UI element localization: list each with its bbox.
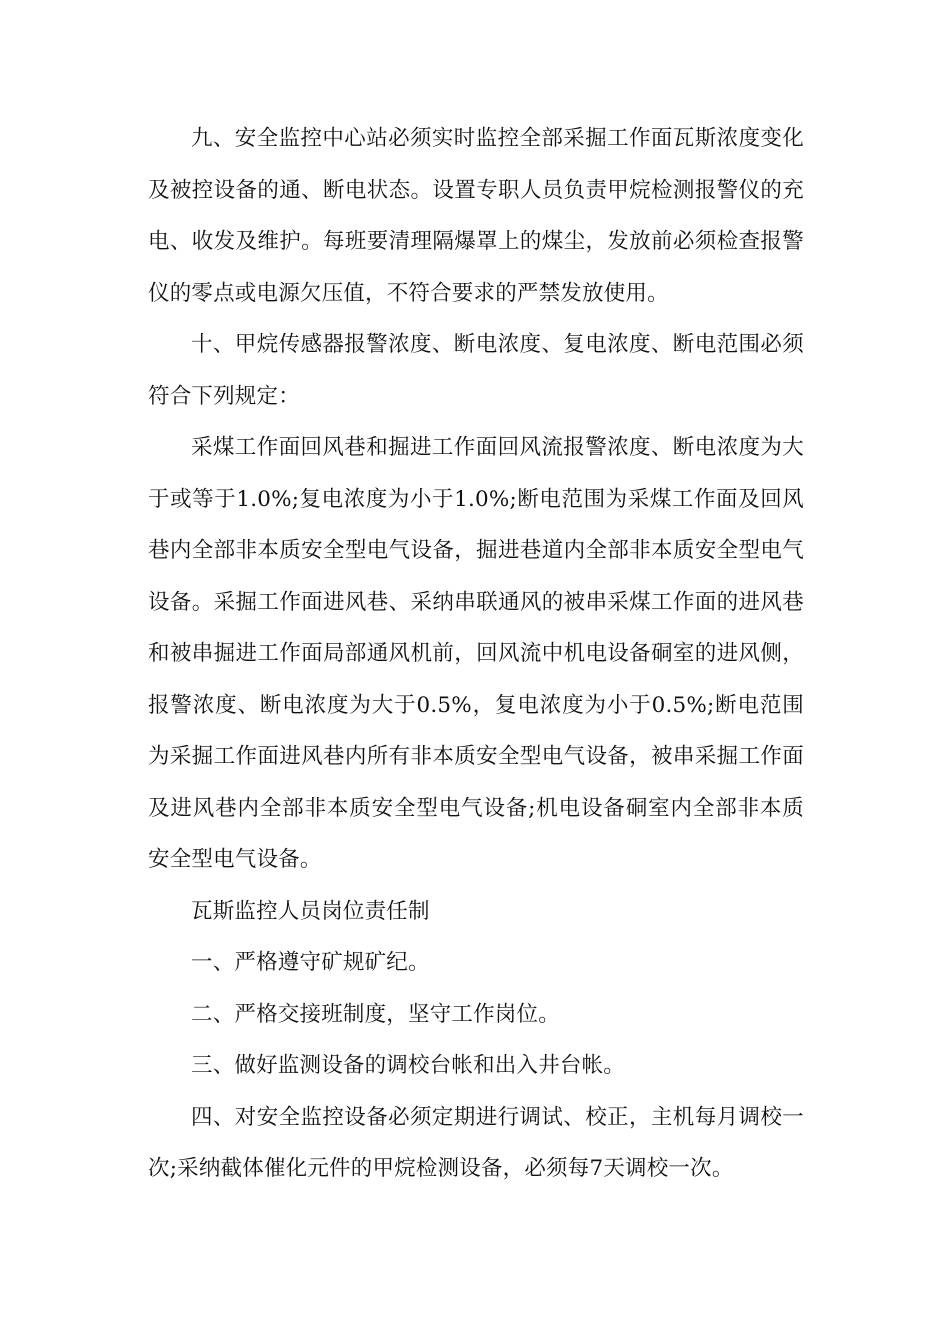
duty-item-one: 一、严格遵守矿规矿纪。 — [191, 950, 430, 975]
paragraph-item-nine: 九、安全监控中心站必须实时监控全部采掘工作面瓦斯浓度变化及被控设备的通、断电状态。设置专职人员负责甲烷检测报警仪的充电、收发及维护。每班要清理隔爆罩上的煤尘，发放前必须检查报警仪的零点或电源欠压值，不符合要求的严禁发放使用。 — [148, 126, 804, 306]
paragraph-item-ten: 十、甲烷传感器报警浓度、断电浓度、复电浓度、断电范围必须符合下列规定： — [148, 332, 804, 409]
duty-item-two: 二、严格交接班制度，坚守工作岗位。 — [191, 1001, 560, 1027]
duty-item-three: 三、做好监测设备的调校台帐和出入井台帐。 — [191, 1053, 626, 1078]
document-body — [148, 113, 804, 1195]
section-heading: 瓦斯监控人员岗位责任制 — [191, 898, 430, 924]
duty-item-four: 四、对安全监控设备必须定期进行调试、校正，主机每月调校一次;采纳截体催化元件的甲烷检测设备，必须每7天调校一次。 — [148, 1104, 804, 1181]
paragraph-methane-rules: 采煤工作面回风巷和掘进工作面回风流报警浓度、断电浓度为大于或等于1.0%;复电浓度为小于1.0%;断电范围为采煤工作面及回风巷内全部非本质安全型电气设备，掘进巷道内全部非本质安全型电气设备。采掘工作面进风巷、采纳串联通风的被串采煤工作面的进风巷和被串掘进工作面局部通风机前，回风流中机电设备硐室的进风侧，报警浓度、断电浓度为大于0.5%，复电浓度为小于0.5%;断电范围为采掘工作面进风巷内所有非本质安全型电气设备，被串采掘工作面及进风巷内全部非本质安全型电气设备;机电设备硐室内全部非本质安全型电气设备。 — [148, 435, 804, 872]
